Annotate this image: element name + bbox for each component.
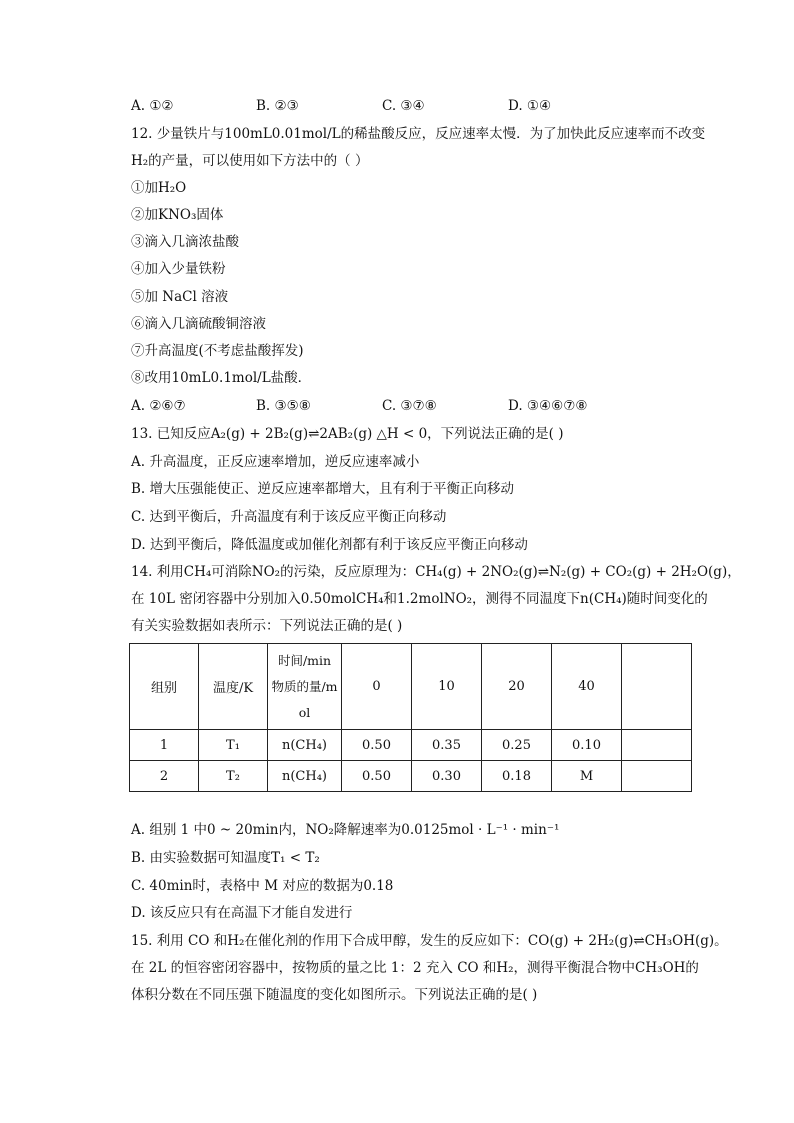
table-cell: T₂ xyxy=(199,761,268,792)
q12-option-c: C. ③⑦⑧ xyxy=(382,398,437,414)
q11-option-d: D. ①④ xyxy=(508,98,552,114)
table-cell xyxy=(622,761,692,792)
q12-stem-line2: H₂的产量，可以使用如下方法中的（ ） xyxy=(131,153,369,169)
q12-option-a: A. ②⑥⑦ xyxy=(131,398,186,414)
table-cell: 0.18 xyxy=(482,761,552,792)
q14-stem-line3: 有关实验数据如表所示：下列说法正确的是( ) xyxy=(131,618,403,634)
q14-option-b: B. 由实验数据可知温度T₁ < T₂ xyxy=(131,850,320,866)
q12-stem-line1: 12. 少量铁片与100mL0.01mol/L的稀盐酸反应，反应速率太慢．为了加快此反应速率而不改变 xyxy=(131,126,706,142)
q11-option-a: A. ①② xyxy=(131,98,174,114)
q14-stem-line1: 14. 利用CH₄可消除NO₂的污染，反应原理为：CH₄(g) + 2NO₂(g)⇌N₂(g) + CO₂(g) + 2H₂O(g)， xyxy=(131,564,741,580)
q12-item-6: ⑥滴入几滴硫酸铜溶液 xyxy=(131,316,266,332)
table-cell: n(CH₄) xyxy=(268,761,342,792)
q11-option-b: B. ②③ xyxy=(256,98,299,114)
header-cell-t10: 10 xyxy=(412,644,482,730)
table-cell: 0.50 xyxy=(342,730,412,761)
table-row xyxy=(130,761,692,792)
header-amount-label: 物质的量/m xyxy=(271,678,338,694)
q15-stem-line1: 15. 利用 CO 和H₂在催化剂的作用下合成甲醇，发生的反应如下：CO(g) + 2H₂(g)⇌CH₃OH(g)。 xyxy=(131,933,728,949)
q14-option-d: D. 该反应只有在高温下才能自发进行 xyxy=(131,905,353,921)
q12-option-b: B. ③⑤⑧ xyxy=(256,398,311,414)
q12-item-7: ⑦升高温度(不考虑盐酸挥发) xyxy=(131,343,304,359)
q13-option-a: A. 升高温度，正反应速率增加，逆反应速率减小 xyxy=(131,454,420,470)
q13-option-b: B. 增大压强能使正、逆反应速率都增大，且有利于平衡正向移动 xyxy=(131,481,515,497)
q12-item-1: ①加H₂O xyxy=(131,180,187,196)
q14-option-a: A. 组别 1 中0 ~ 20min内，NO₂降解速率为0.0125mol · L⁻¹ · min⁻¹ xyxy=(131,822,560,838)
header-cell-time-amount xyxy=(268,644,342,730)
header-cell-t20: 20 xyxy=(482,644,552,730)
q12-option-d: D. ③④⑥⑦⑧ xyxy=(508,398,588,414)
table-cell: 0.30 xyxy=(412,761,482,792)
header-cell-t0: 0 xyxy=(342,644,412,730)
table-cell: T₁ xyxy=(199,730,268,761)
table-cell: 1 xyxy=(130,730,199,761)
table-header-row xyxy=(130,644,692,730)
q13-option-d: D. 达到平衡后，降低温度或加催化剂都有利于该反应平衡正向移动 xyxy=(131,537,528,553)
table-cell: M xyxy=(552,761,622,792)
table-cell: 0.25 xyxy=(482,730,552,761)
header-cell-empty xyxy=(622,644,692,730)
q12-item-4: ④加入少量铁粉 xyxy=(131,261,226,277)
q12-item-8: ⑧改用10mL0.1mol/L盐酸． xyxy=(131,370,312,386)
table-cell: 2 xyxy=(130,761,199,792)
q15-stem-line2: 在 2L 的恒容密闭容器中，按物质的量之比 1：2 充入 CO 和H₂，测得平衡混合物中CH₃OH的 xyxy=(131,960,699,976)
q12-item-5: ⑤加 NaCl 溶液 xyxy=(131,289,229,305)
table-cell: 0.50 xyxy=(342,761,412,792)
q14-data-table xyxy=(129,643,692,792)
header-amount-label-cont: ol xyxy=(298,704,311,720)
table-row xyxy=(130,730,692,761)
q12-item-3: ③滴入几滴浓盐酸 xyxy=(131,234,239,250)
q13-option-c: C. 达到平衡后，升高温度有利于该反应平衡正向移动 xyxy=(131,509,447,525)
q14-stem-line2: 在 10L 密闭容器中分别加入0.50molCH₄和1.2molNO₂，测得不同温度下n(CH₄)随时间变化的 xyxy=(131,591,708,607)
table-cell: 0.35 xyxy=(412,730,482,761)
header-time-label: 时间/min xyxy=(277,652,332,668)
q11-option-c: C. ③④ xyxy=(382,98,425,114)
q14-option-c: C. 40min时，表格中 M 对应的数据为0.18 xyxy=(131,878,394,894)
table-cell: 0.10 xyxy=(552,730,622,761)
header-cell-t40: 40 xyxy=(552,644,622,730)
header-cell-group: 组别 xyxy=(130,644,199,730)
q13-stem: 13. 已知反应A₂(g) + 2B₂(g)⇌2AB₂(g) △H < 0，下列说法正确的是( ) xyxy=(131,426,564,442)
q15-stem-line3: 体积分数在不同压强下随温度的变化如图所示。下列说法正确的是( ) xyxy=(131,987,538,1003)
table-cell xyxy=(622,730,692,761)
q12-item-2: ②加KNO₃固体 xyxy=(131,207,224,223)
header-cell-temperature: 温度/K xyxy=(199,644,268,730)
table-cell: n(CH₄) xyxy=(268,730,342,761)
